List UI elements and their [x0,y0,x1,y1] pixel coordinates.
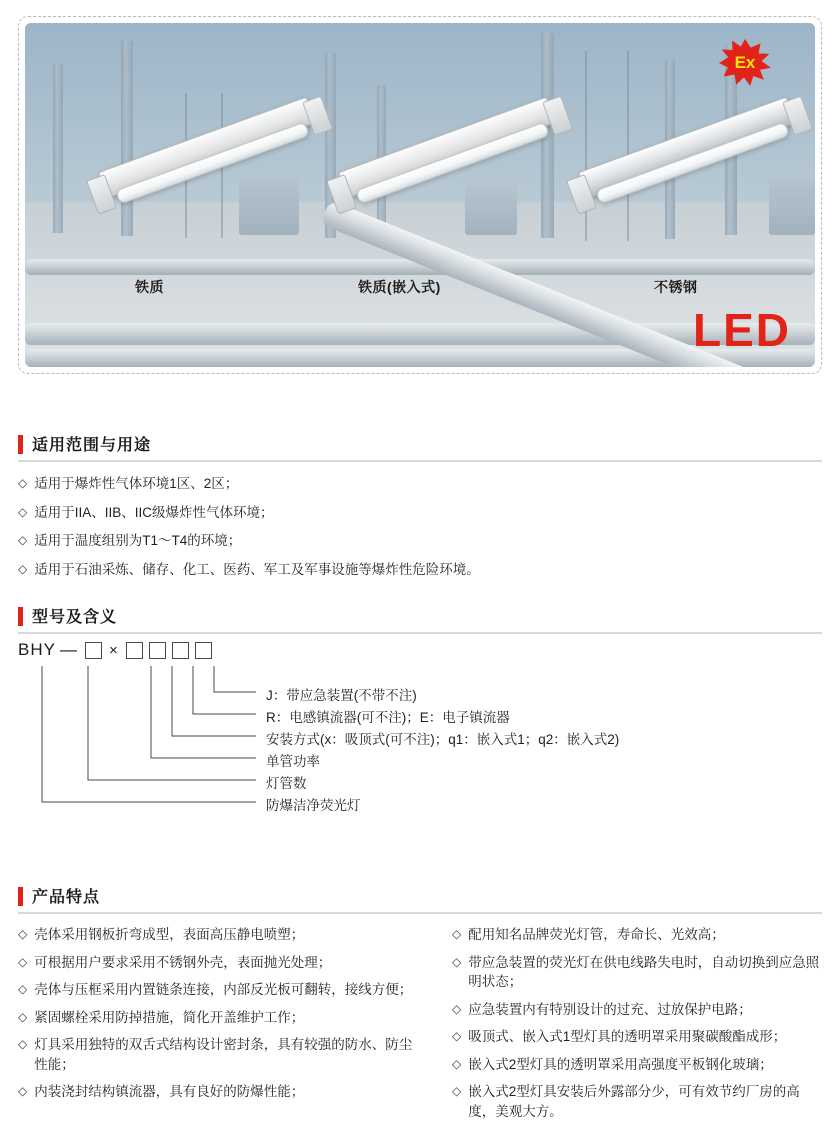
model-prefix: BHY [18,640,56,659]
leader-label-tube-count: 灯管数 [266,776,307,791]
section-title-model: 型号及含义 [32,609,118,626]
diamond-icon: ◇ [452,1029,462,1044]
lamp-label-iron-recessed: 铁质(嵌入式) [358,279,441,295]
list-item-text: 内装浇封结构镇流器，具有良好的防爆性能； [34,1084,305,1100]
heading-accent-bar [18,435,23,454]
diamond-icon: ◇ [18,1009,28,1024]
lamp-label-stainless: 不锈钢 [654,279,698,295]
section-heading-model [18,604,822,634]
list-item-text: 适用于温度组别为T1～T4的环境； [34,533,242,549]
list-item-text: 嵌入式2型灯具安装后外露部分少，可有效节约厂房的高度，美观大方。 [468,1084,800,1119]
diamond-icon: ◇ [452,927,462,941]
list-item [18,474,822,494]
diamond-icon: ◇ [18,954,28,969]
list-item-text: 壳体采用钢板折弯成型，表面高压静电喷塑； [34,927,305,942]
list-item [18,560,822,580]
list-item-text: 嵌入式2型灯具的透明罩采用高强度平板钢化玻璃； [468,1056,773,1072]
list-item-text: 灯具采用独特的双舌式结构设计密封条，具有较强的防水、防尘性能； [34,1037,413,1072]
hero-banner [18,16,822,374]
list-item-text: 可根据用户要求采用不锈钢外壳，表面抛光处理； [34,954,332,970]
diamond-icon: ◇ [18,1037,28,1052]
list-item [452,925,822,945]
list-item [452,1027,822,1047]
leader-label-emergency: J：带应急装置(不带不注) [266,688,417,703]
list-item [18,503,822,523]
scope-list [18,474,822,588]
features-column-left [18,925,418,1110]
background-stack [53,63,63,233]
background-tank [239,173,299,235]
lamp-label-iron: 铁质 [135,279,164,295]
list-item [452,1055,822,1075]
list-item-text: 适用于IIA、IIB、IIC级爆炸性气体环境； [34,504,274,520]
background-tank [769,173,815,235]
section-heading-features [18,884,822,914]
list-item-text: 应急装置内有特别设计的过充、过放保护电路； [468,1001,752,1017]
hero-image [25,23,815,367]
list-item-text: 配用知名品牌荧光灯管，寿命长、光效高； [468,927,725,942]
leader-label-mounting: 安装方式(x：吸顶式(可不注)；q1：嵌入式1；q2：嵌入式2) [266,732,620,747]
diamond-icon: ◇ [18,927,28,941]
list-item [18,925,418,945]
diamond-icon: ◇ [18,1084,28,1099]
section-title-scope: 适用范围与用途 [32,437,152,454]
list-item-text: 紧固螺栓采用防掉措施，简化开盖维护工作； [34,1009,305,1025]
diamond-icon: ◇ [18,504,28,519]
features-column-right [452,925,822,1130]
section-heading-scope [18,432,822,462]
leader-label-product-name: 防爆洁净荧光灯 [266,798,361,813]
background-tank [465,183,517,235]
diamond-icon: ◇ [452,954,462,969]
heading-accent-bar [18,887,23,906]
list-item [18,1082,418,1102]
list-item [18,1008,418,1028]
list-item-text: 带应急装置的荧光灯在供电线路失电时，自动切换到应急照明状态； [468,954,820,990]
section-title-features: 产品特点 [32,889,101,906]
diamond-icon: ◇ [18,476,28,490]
diamond-icon: ◇ [18,982,28,997]
list-item [18,953,418,973]
list-item [452,1082,822,1121]
model-designation-diagram [18,640,822,840]
list-item [18,531,822,551]
list-item-text: 适用于石油采炼、储存、化工、医药、军工及军事设施等爆炸性危险环境。 [34,561,480,577]
list-item-text: 适用于爆炸性气体环境1区、2区； [34,476,239,491]
ex-badge-label: Ex [734,53,756,72]
list-item [18,1035,418,1074]
list-item-text: 壳体与压框采用内置链条连接，内部反光板可翻转，接线方便； [34,982,413,998]
diamond-icon: ◇ [452,1001,462,1016]
leader-label-power: 单管功率 [266,754,320,769]
list-item-text: 吸顶式、嵌入式1型灯具的透明罩采用聚碳酸酯成形； [468,1029,787,1045]
diamond-icon: ◇ [452,1084,462,1099]
model-dash: — [59,640,78,659]
diamond-icon: ◇ [18,533,28,548]
list-item [452,953,822,992]
heading-accent-bar [18,607,23,626]
diamond-icon: ◇ [18,561,28,576]
led-wordmark: LED [693,304,791,356]
list-item [452,1000,822,1020]
list-item [18,980,418,1000]
model-multiply: × [108,641,119,659]
leader-label-ballast: R：电感镇流器(可不注)；E：电子镇流器 [266,710,510,725]
explosion-proof-icon [719,39,771,87]
diamond-icon: ◇ [452,1056,462,1071]
